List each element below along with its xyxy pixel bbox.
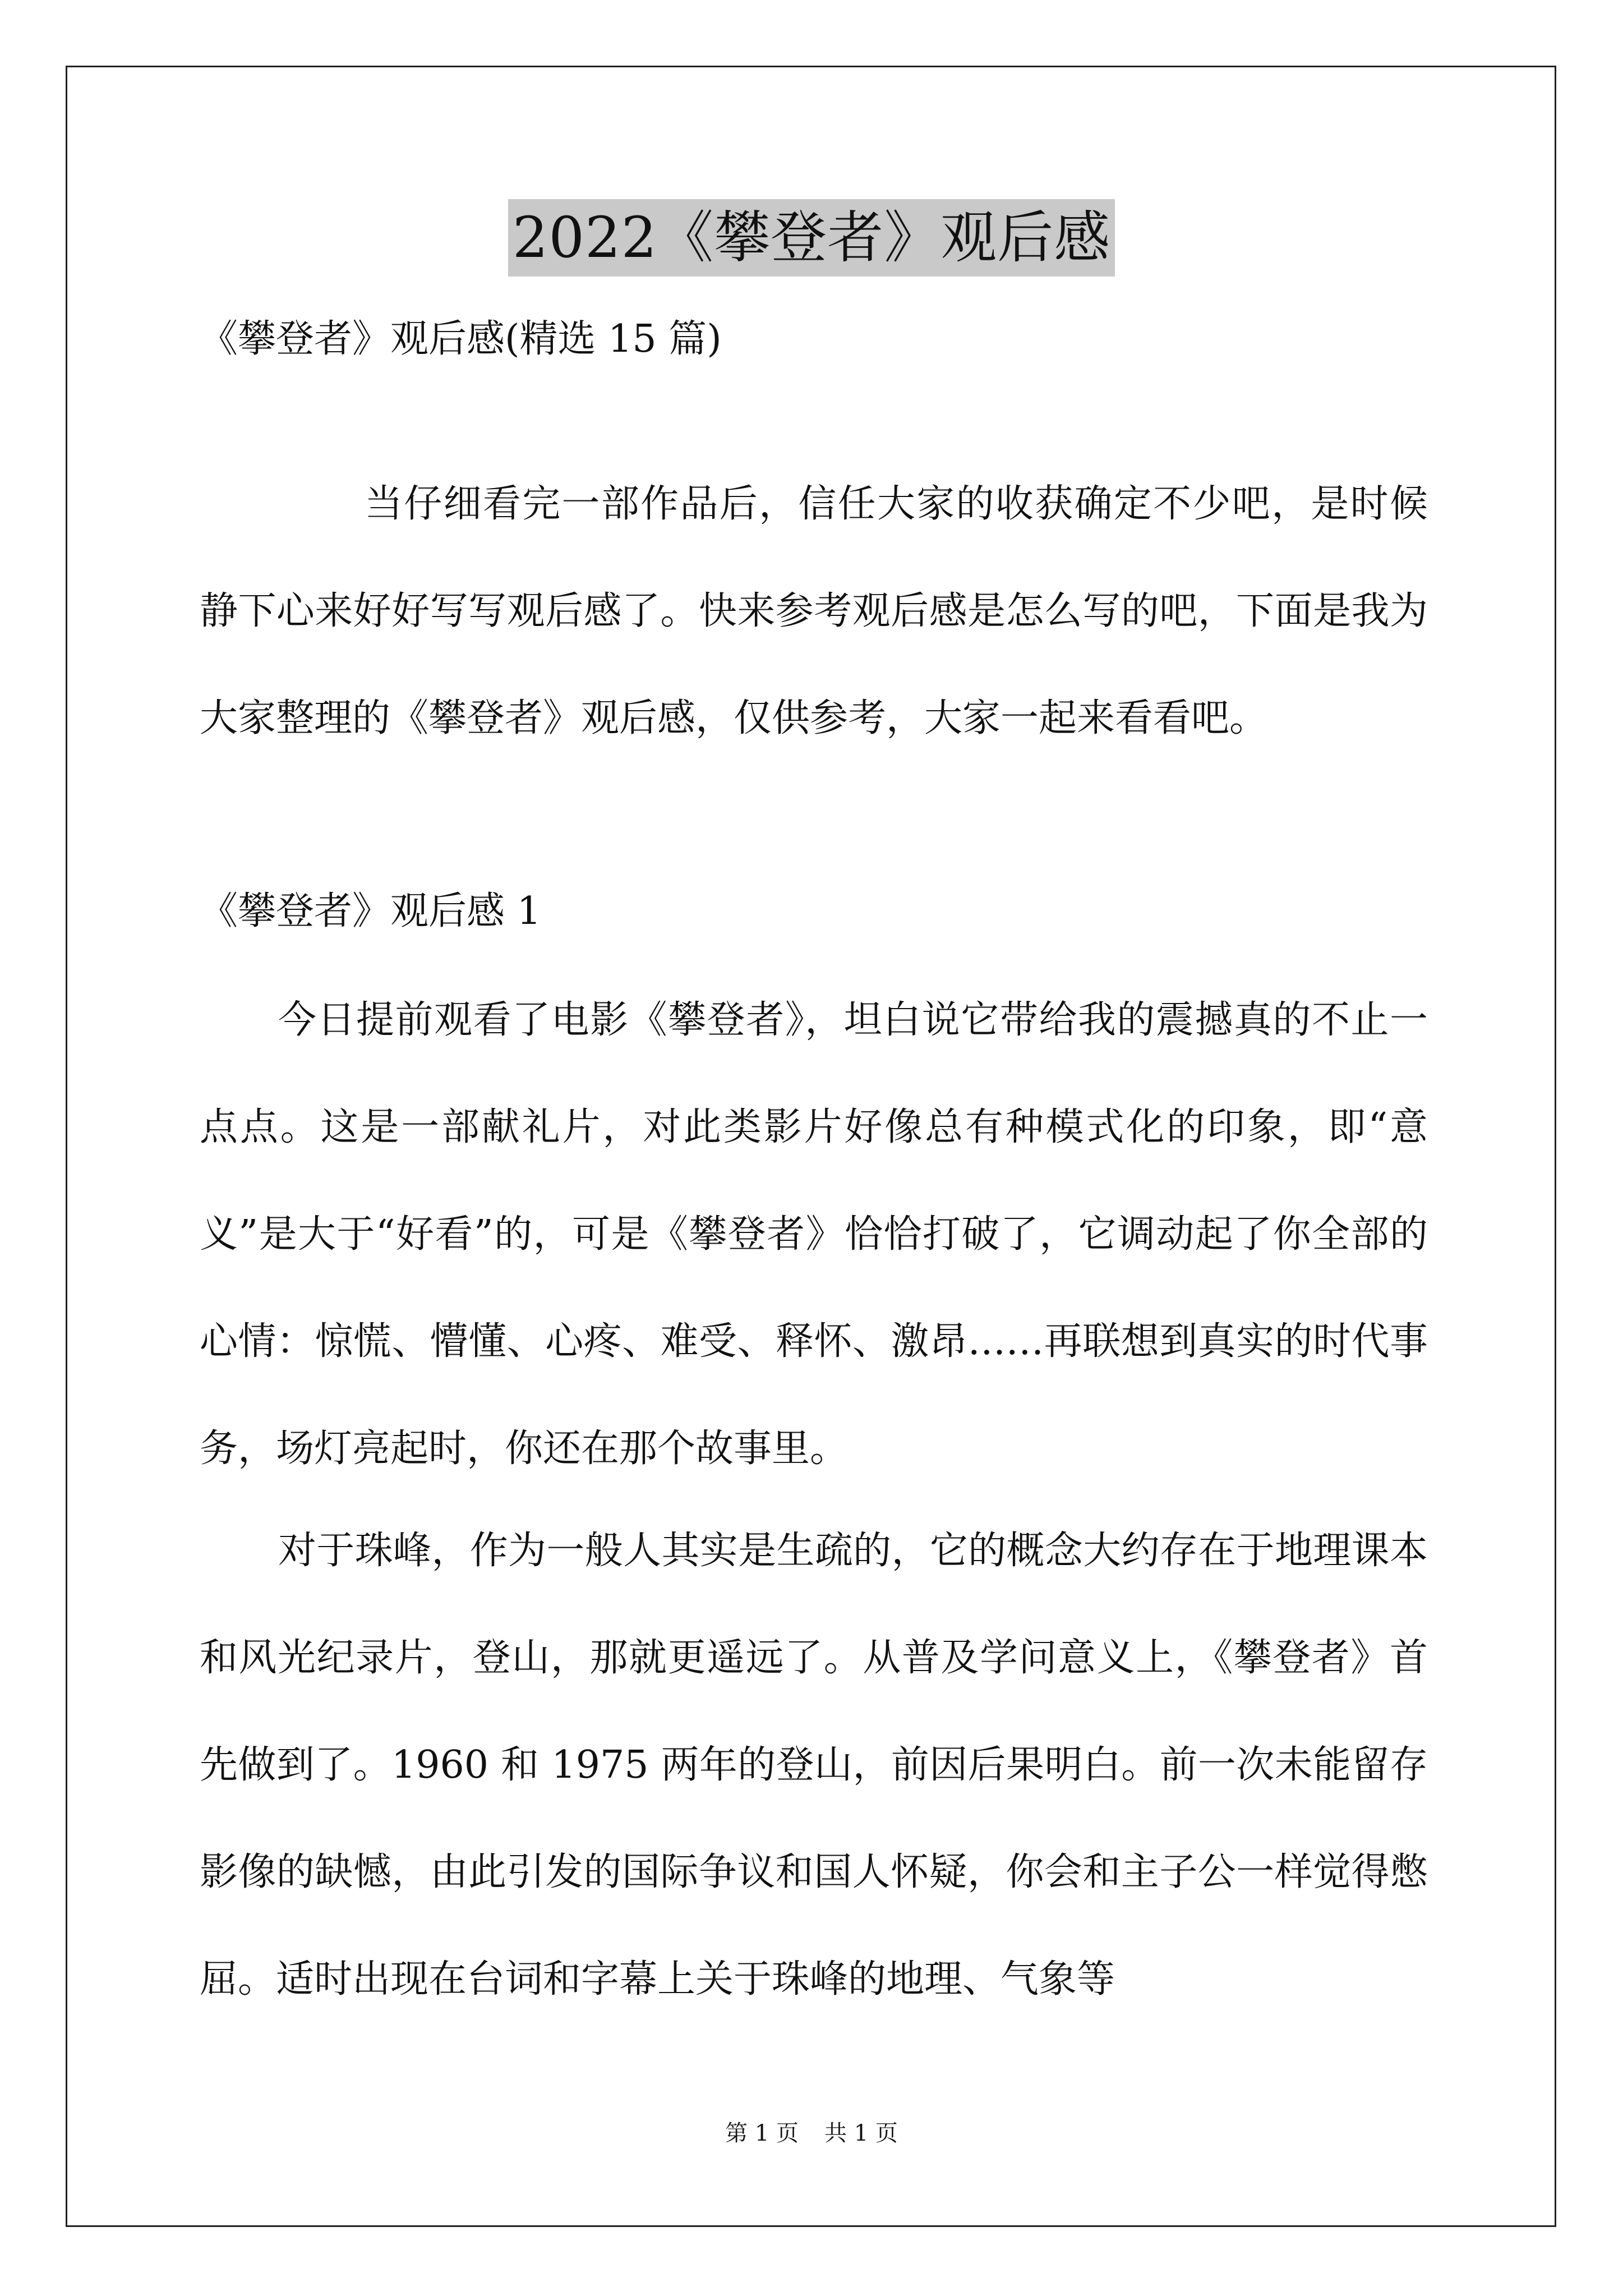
page-footer — [0, 2119, 1623, 2147]
title-container — [0, 199, 1623, 277]
section-heading: 《攀登者》观后感 1 — [200, 889, 541, 933]
body-paragraph: 对于珠峰，作为一般人其实是生疏的，它的概念大约存在于地理课本和风光纪录片，登山，那就更遥远了。从普及学问意义上，《攀登者》首先做到了。1960 和 1975 两年的登山，前因后果明白。前一次未能留存影像的缺憾，由此引发的国际争议和国人怀疑，你会和主子公一样觉得憋屈。适时出现在台词和字幕上关于珠峰的地理、气象等 — [200, 1529, 1428, 2001]
document-title: 2022《攀登者》观后感 — [508, 199, 1115, 277]
intro-paragraph: 当仔细看完一部作品后，信任大家的收获确定不少吧，是时候静下心来好好写写观后感了。快来参考观后感是怎么写的吧，下面是我为大家整理的《攀登者》观后感，仅供参考，大家一起来看看吧。 — [200, 482, 1428, 740]
page-total: 共 1 页 — [824, 2120, 898, 2146]
document-subtitle: 《攀登者》观后感(精选 15 篇) — [200, 317, 722, 361]
page-number: 第 1 页 — [725, 2120, 799, 2146]
body-paragraph: 今日提前观看了电影《攀登者》，坦白说它带给我的震撼真的不止一点点。这是一部献礼片，对此类影片好像总有种模式化的印象，即“意义”是大于“好看”的，可是《攀登者》恰恰打破了，它调动起了你全部的心情：惊慌、懵懂、心疼、难受、释怀、激昂……再联想到真实的时代事务，场灯亮起时，你还在那个故事里。 — [200, 998, 1428, 1471]
